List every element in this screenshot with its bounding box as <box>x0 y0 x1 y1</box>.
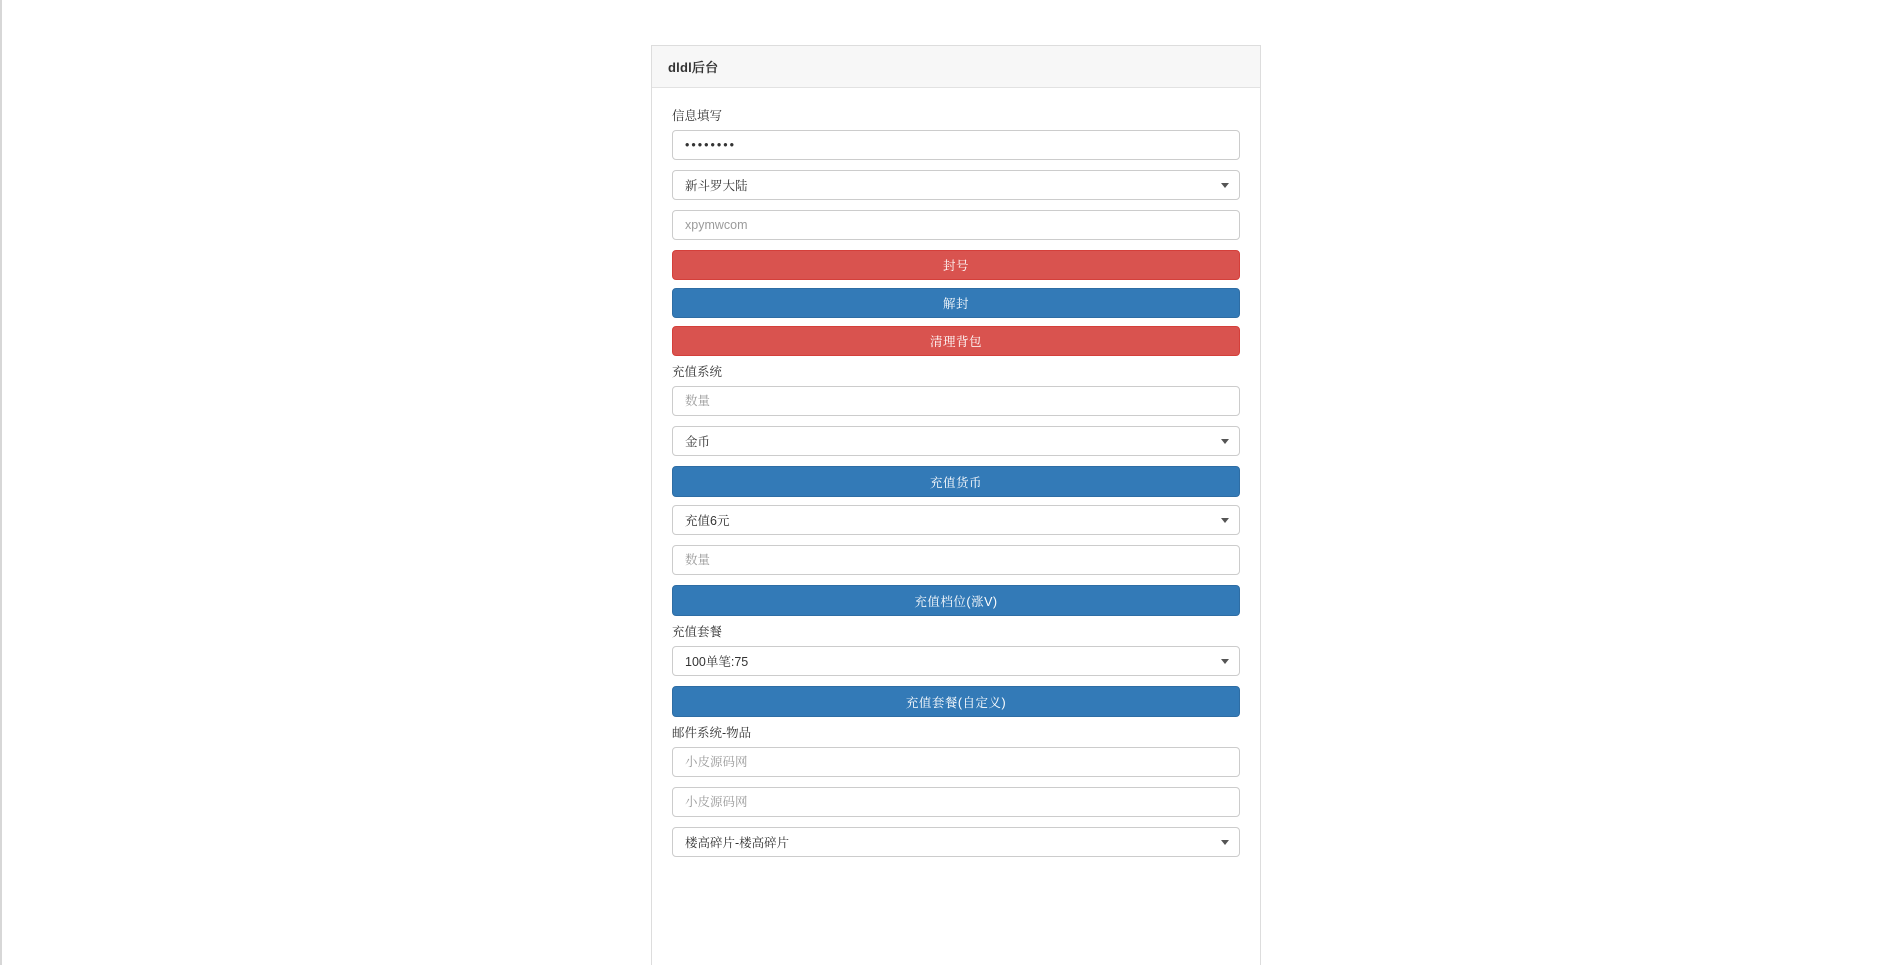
mail-title-input[interactable] <box>672 747 1240 777</box>
left-edge-rule <box>0 0 2 965</box>
page-title: dldl后台 <box>668 60 719 75</box>
section-label-recharge-system: 充值系统 <box>672 365 723 379</box>
section-label-info: 信息填写 <box>672 109 723 123</box>
recharge-tier-select[interactable] <box>672 505 1240 535</box>
mail-item-select[interactable] <box>672 827 1240 857</box>
account-input[interactable] <box>672 210 1240 240</box>
ban-button[interactable]: 封号 <box>672 250 1240 280</box>
admin-panel <box>651 45 1261 965</box>
chevron-down-icon <box>1221 840 1229 845</box>
chevron-down-icon <box>1221 439 1229 444</box>
unban-button[interactable]: 解封 <box>672 288 1240 318</box>
password-input[interactable] <box>672 130 1240 160</box>
currency-amount-input[interactable] <box>672 386 1240 416</box>
currency-type-select-value: 金币 <box>672 426 1240 456</box>
recharge-package-custom-button[interactable]: 充值套餐(自定义) <box>672 686 1240 717</box>
recharge-package-select-value: 100单笔:75 <box>672 646 1240 676</box>
recharge-tier-select-value: 充值6元 <box>672 505 1240 535</box>
recharge-currency-button[interactable]: 充值货币 <box>672 466 1240 497</box>
section-label-recharge-package: 充值套餐 <box>672 625 723 639</box>
recharge-tier-button[interactable]: 充值档位(涨V) <box>672 585 1240 616</box>
tier-amount-input[interactable] <box>672 545 1240 575</box>
panel-header <box>652 46 1260 88</box>
chevron-down-icon <box>1221 518 1229 523</box>
currency-type-select[interactable] <box>672 426 1240 456</box>
chevron-down-icon <box>1221 659 1229 664</box>
panel-body <box>652 88 1260 891</box>
chevron-down-icon <box>1221 183 1229 188</box>
mail-content-input[interactable] <box>672 787 1240 817</box>
server-select[interactable] <box>672 170 1240 200</box>
mail-item-select-value: 楼高碎片-楼高碎片 <box>672 827 1240 857</box>
server-select-value: 新斗罗大陆 <box>672 170 1240 200</box>
recharge-package-select[interactable] <box>672 646 1240 676</box>
clear-bag-button[interactable]: 清理背包 <box>672 326 1240 356</box>
section-label-mail-system: 邮件系统-物品 <box>672 726 752 740</box>
